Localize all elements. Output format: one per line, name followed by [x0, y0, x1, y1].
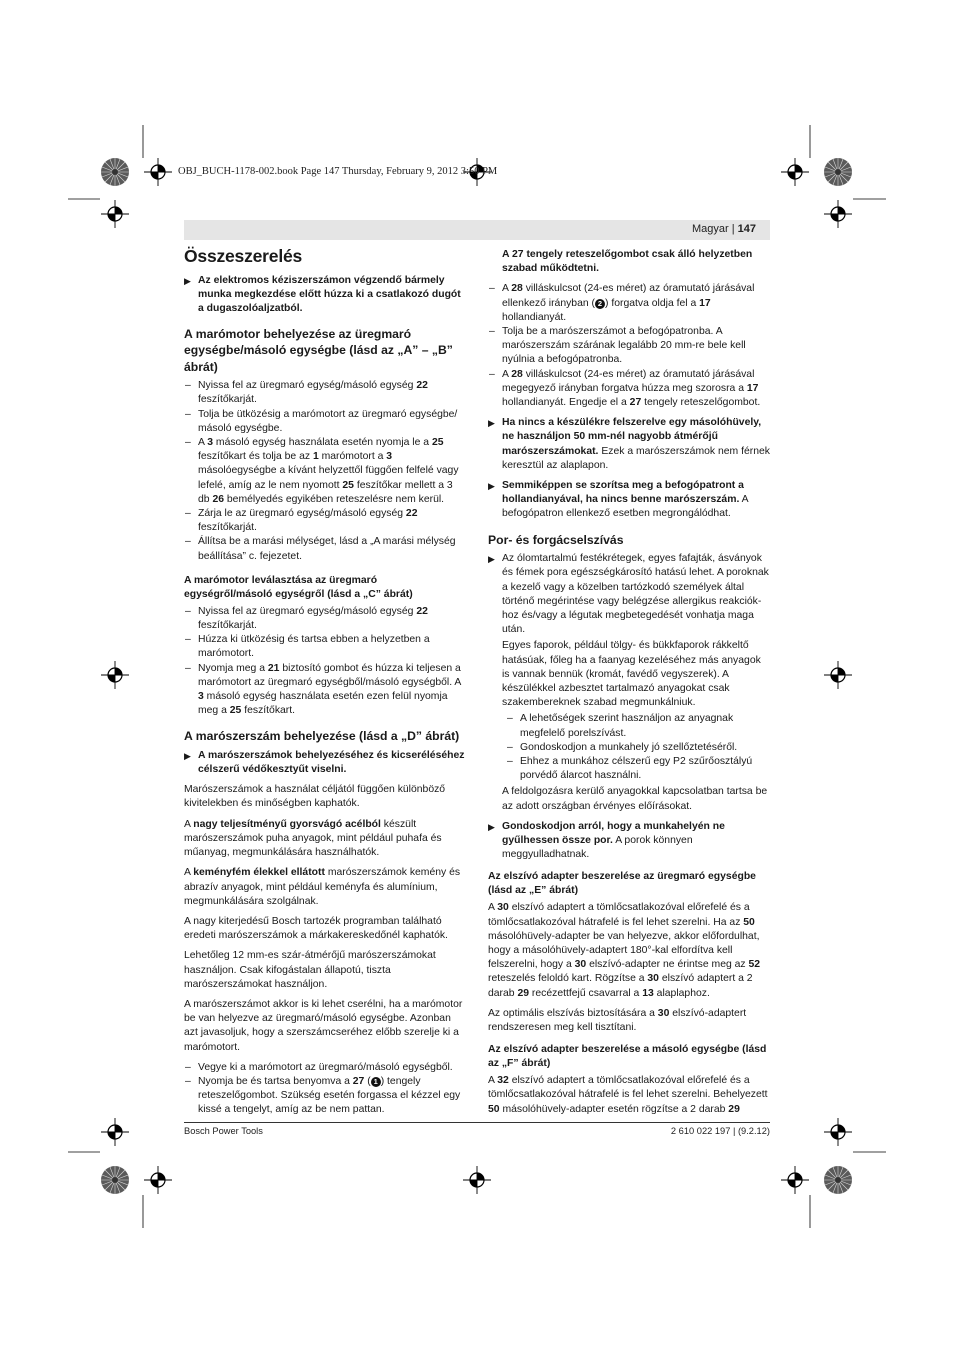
paragraph: Marószerszámok a használat céljától függően különböző kivitelekben és minőségben kaphatók. — [184, 784, 446, 810]
page-header — [184, 220, 770, 240]
list-item: – Ehhez a munkához célszerű egy P2 szűrőosztályú porvédő álarcot használni. — [507, 756, 753, 782]
paragraph: A feldolgozásra kerülő anyagokkal kapcsolatban tartsa be az adott országban érvényes előírásokat. — [502, 786, 768, 812]
arrow-bullet-icon: ▶ — [184, 276, 191, 286]
heading-adapter-copy: Az elszívó adapter beszerelése a másoló egységbe (lásd az „F” ábrát) — [488, 1044, 767, 1070]
warning-dust: ▶ Az ólomtartalmú festékrétegek, egyes fafajták, ásványok és fémek pora egészségkárosító hatású lehet. A poroknak a kezelő vagy a közelben tartózkodó személyek által történő megérintése vagy belégzése allergikus reakciók-hoz és/vagy a légutak megbetegedését vonhatja maga után. — [488, 553, 769, 636]
section-title: Összeszerelés — [184, 246, 303, 266]
arrow-bullet-icon: ▶ — [488, 481, 495, 492]
footer-brand: Bosch Power Tools — [184, 1126, 263, 1136]
arrow-bullet-icon: ▶ — [488, 821, 495, 832]
arrow-bullet-icon: ▶ — [488, 554, 495, 565]
page-number: 147 — [737, 223, 756, 235]
list-item: – Vegye ki a marómotort az üregmaró/másoló egységből. — [185, 1061, 453, 1073]
print-slug: OBJ_BUCH-1178-002.book Page 147 Thursday, February 9, 2012 3:50 PM — [178, 166, 498, 177]
warning-dust-accumulation: ▶ Gondoskodjon arról, hogy a munkahelyén ne gyűlhessen össze por. A porok könnyen meggyulladhatnak. — [488, 820, 725, 861]
paragraph: Egyes faporok, például tölgy- és bükkfaporok rákkeltő hatásúak, főleg ha a faanyag kezeléséhez más anyagok is vannak bennük (kromát, favédő vegyszerek). A készülékkel azbesztet tartalmazó anyagokat csak szakembereknek szabad megmunkálniuk. — [502, 640, 761, 709]
heading-remove-motor: A marómotor leválasztása az üregmaró egységről/másoló egységről (lásd a „C” ábrát) — [184, 574, 413, 600]
left-column — [184, 244, 466, 1118]
list-item: – Nyomja be és tartsa benyomva a 27 ( 1 ) tengely reteszelőgombot. Szükség esetén forgassa el kézzel egy kissé a tengelyt, amíg az be nem pattan. — [185, 1075, 461, 1116]
header-language: Magyar — [691, 223, 729, 235]
heading-adapter-plunge: Az elszívó adapter beszerelése az üregmaró egységbe (lásd az „E” ábrát) — [488, 871, 756, 897]
list-item: – A 28 villáskulcsot (24-es méret) az óramutató járásával megegyező irányban forgatva húzza meg szorosra a 17 hollandianyát. Engedje el a 27 tengely reteszelőgombot. — [489, 368, 761, 409]
list-item: – Tolja be ütközésig a marómotort az üregmaró egységbe/ másoló egységbe. — [185, 408, 458, 434]
paragraph: A nagy kiterjedésű Bosch tartozék programban található eredeti marószerszámok a márkakereskedőnél kaphatók. — [184, 915, 448, 942]
list-item: – Zárja le az üregmaró egység/másoló egység 22 feszítőkarját. — [185, 507, 418, 534]
list-item: – A 28 villáskulcsot (24-es méret) az óramutató járásával ellenkező irányban ( 2 ) forgatva oldja fel a 17 hollandianyát. — [489, 283, 755, 323]
list-item: – Húzza ki ütközésig és tartsa ebben a helyzetben a marómotort. — [185, 634, 430, 660]
paragraph: A nagy teljesítményű gyorsvágó acélból készült marószerszámok puha anyagok, mint például puhafa és műanyag, megmunkálására használhatók. — [184, 818, 442, 859]
right-column — [488, 248, 770, 1123]
warning-collet: ▶ Semmiképpen se szorítsa meg a befogópatront a hollandianyával, ha nincs benne marószerszám. A befogópatron ellenkező esetben megrongálódhat. — [488, 480, 749, 520]
list-item: – Nyomja meg a 21 biztosító gombot és húzza ki teljesen a marómotort az üregmaró egységből/másoló egységből. A 3 másoló egység használata esetén ezen felül nyomja meg a 25 feszítőkart. — [185, 662, 461, 717]
paragraph: Az optimális elszívás biztosítására a 30 elszívó-adaptert rendszeresen meg kell tisztítani. — [488, 1007, 747, 1034]
paragraph: A 30 elszívó adaptert a tömlőcsatlakozóval előrefelé és a tömlőcsatlakozóval hátrafelé is fel lehet szerelni. Ha az 50 másolóhüvely-adapter be van helyezve, akkor előfordulhat, hogy a másolóhüvely-adaptert 180°-kal elfordítva kell felszerelni, hogy a 30 elszívó-adapter ne érintse meg az 52 reteszelés feloldó kart. Rögzítse a 30 elszívó adaptert a 2 darab 29 recézettfejű csavarral a 13 alaplaphoz. — [488, 902, 761, 999]
heading-insert-tool: A marószerszám behelyezése (lásd a „D” ábrát) — [184, 729, 460, 744]
list-item: – Nyissa fel az üregmaró egység/másoló egység 22 feszítőkarját. — [185, 380, 428, 406]
paragraph: A 32 elszívó adaptert a tömlőcsatlakozóval előrefelé és a tömlőcsatlakozóval hátrafelé is fel lehet szerelni. Behelyezett 50 másolóhüvely-adapter esetén rögzítse a 2 darab 29 — [488, 1075, 768, 1115]
heading-dust-extraction: Por- és forgácselszívás — [488, 532, 624, 547]
spindle-lock-note: A 27 tengely reteszelőgombot csak álló helyzetben szabad működtetni. — [502, 249, 753, 275]
warning-tool-diameter: ▶ Ha nincs a készülékre felszerelve egy másolóhüvely, ne használjon 50 mm-nél nagyobb átmérőjű marószerszámokat. Ezek a marószerszámok nem férnek keresztül az alaplapon. — [488, 417, 770, 471]
paragraph: Lehetőleg 12 mm-es szár-átmérőjű marószerszámokat használjon. Csak kifogástalan állapotú, tiszta marószerszámokat használjon. — [184, 950, 436, 990]
arrow-bullet-icon: ▶ — [488, 418, 495, 429]
warning-unplug: ▶ Az elektromos kéziszerszámon végzendő bármely munka megkezdése előtt húzza ki a csatlakozó dugót a dugaszolóaljzatból. — [184, 275, 461, 315]
footer-rule — [184, 1122, 770, 1123]
list-item: – Tolja be a marószerszámot a befogópatronba. A marószerszám szárának legalább 20 mm-re bele kell nyúlnia a befogópatronba. — [489, 326, 746, 366]
paragraph: A keményfém élekkel ellátott marószerszámok kemény és abrazív anyagok, mint például keményfa és alumínium, megmunkálására szolgálnak. — [184, 867, 461, 907]
list-item: – A lehetőségek szerint használjon az anyagnak megfelelő porelszívást. — [507, 713, 734, 739]
header-separator: | — [731, 223, 735, 235]
arrow-bullet-icon: ▶ — [184, 750, 191, 761]
heading-insert-motor: A marómotor behelyezése az üregmaró egységbe/másoló egységbe (lásd az „A” – „B” ábrát) — [184, 326, 453, 374]
footer-doc-number: 2 610 022 197 | (9.2.12) — [670, 1126, 770, 1136]
warning-gloves: ▶ A marószerszámok behelyezéséhez és kicseréléséhez célszerű védőkesztyűt viselni. — [184, 749, 465, 776]
paragraph: A marószerszámot akkor is ki lehet cserélni, ha a marómotor be van helyezve az üregmaró/másoló egységbe. Azonban azt javasoljuk, hogy a szerszámcseréhez előbb szerelje ki a marómotort. — [184, 998, 463, 1053]
list-item: – Nyissa fel az üregmaró egység/másoló egység 22 feszítőkarját. — [185, 605, 428, 631]
number-1-icon: 1 — [371, 1077, 381, 1087]
list-item: – Gondoskodjon a munkahely jó szellőztetéséről. — [507, 741, 738, 753]
list-item: – Állítsa be a marási mélységet, lásd a „A marási mélység beállítása” c. fejezetet. — [185, 536, 456, 562]
number-2-icon: 2 — [595, 299, 605, 309]
list-item: – A 3 másoló egység használata esetén nyomja le a 25 feszítőkart és tolja be az 1 marómotort a 3 másolóegységbe a kívánt helyzettől függően felfelé vagy lefelé, amíg az le nem nyomott 25 feszítőkar mellett a 3 db 26 bemélyedés egyikében reteszelésre nem kerül. — [185, 436, 459, 505]
